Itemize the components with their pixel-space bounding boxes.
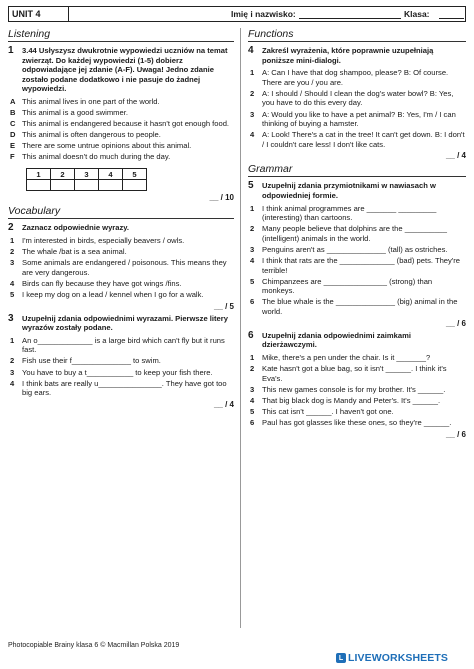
item-text[interactable]: This cat isn't ______. I haven't got one. <box>262 406 394 416</box>
answer-cell[interactable] <box>75 180 99 191</box>
item-key: 5 <box>10 290 15 299</box>
grid-number: 2 <box>51 169 75 180</box>
item-key: 1 <box>250 203 255 213</box>
item-text[interactable]: There are some untrue opinions about this animal. <box>22 141 192 151</box>
vocabulary-title: Vocabulary <box>8 205 234 219</box>
item-key: 4 <box>250 130 255 140</box>
brand-text: LIVEWORKSHEETS <box>348 652 448 664</box>
score-task-2: __ / 5 <box>213 301 234 311</box>
item-key: 1 <box>10 335 15 345</box>
name-field[interactable] <box>299 18 401 19</box>
gap-sentence <box>8 336 234 355</box>
gap-sentence <box>248 224 466 243</box>
item-text[interactable]: That big black dog is Mandy and Peter's. It's ______. <box>262 395 441 405</box>
class-field[interactable] <box>439 18 464 19</box>
item-key: 4 <box>250 256 255 266</box>
instruction-text: Zaznacz odpowiednie wyrazy. <box>22 223 130 233</box>
gap-sentence <box>248 204 466 223</box>
listening-items <box>8 97 234 162</box>
instruction-text: Uzupełnij zdania odpowiednimi wyrazami. Pierwsze litery wyrazów zostały podane. <box>22 313 228 333</box>
task-1-instruction <box>8 46 234 94</box>
item-text[interactable]: This animal is a good swimmer. <box>22 108 128 118</box>
choice-sentence <box>8 258 234 277</box>
liveworksheets-logo-icon: L <box>336 653 346 663</box>
listening-option <box>8 97 234 107</box>
task-number: 5 <box>248 180 254 192</box>
task-number: 6 <box>248 329 254 341</box>
score-task-4: __ / 4 <box>445 151 466 161</box>
footer-copyright: Photocopiable Brainy klasa 6 © Macmillan Polska 2019 <box>8 642 180 649</box>
score-task-6: __ / 6 <box>445 429 466 439</box>
item-key: 2 <box>10 356 15 366</box>
column-divider <box>240 28 241 628</box>
item-text[interactable]: This animal is endangered because it hasn't got enough food. <box>22 119 230 129</box>
item-text[interactable]: Penguins aren't as ______________ (tall) as ostriches. <box>262 245 448 254</box>
item-key: 1 <box>10 236 15 246</box>
item-text[interactable]: I think that rats are the _____________ (bad) pets. They're terrible! <box>262 256 461 275</box>
item-text[interactable]: Kate hasn't got a blue bag, so it isn't ______. I think it's Eva's. <box>262 363 447 383</box>
item-text[interactable]: I think animal programmes are _______ _________ (interesting) than cartoons. <box>262 203 437 223</box>
grid-number: 4 <box>99 169 123 180</box>
item-key: 6 <box>250 297 255 307</box>
dialogue-item <box>248 110 466 129</box>
gap-sentence <box>248 385 466 395</box>
item-text[interactable]: A: Can I have that dog shampoo, please? B: Of course. There are you / you are. <box>262 68 449 87</box>
listening-option <box>8 108 234 118</box>
task-number: 1 <box>8 45 14 56</box>
item-text[interactable]: I keep my dog on a lead / kennel when I go for a walk. <box>22 290 204 299</box>
gap-sentence <box>248 245 466 255</box>
answer-cell[interactable] <box>99 180 123 191</box>
item-text[interactable]: The blue whale is the ______________ (big) animal in the world. <box>262 297 458 317</box>
task-3-items <box>8 336 234 398</box>
task-6-items <box>248 353 466 428</box>
task-number: 3 <box>8 312 14 324</box>
item-key: 5 <box>250 406 255 416</box>
item-text[interactable]: Paul has got glasses like these ones, so they're ______. <box>262 417 452 427</box>
unit-label: UNIT 4 <box>9 7 69 21</box>
item-key: 3 <box>10 258 15 268</box>
task-2-instruction <box>8 223 234 233</box>
score-listening: __ / 10 <box>209 193 234 203</box>
answer-cell[interactable] <box>51 180 75 191</box>
gap-sentence <box>8 379 234 398</box>
item-text[interactable]: Some animals are endangered / poisonous. This means they are very dangerous. <box>22 258 227 277</box>
item-text[interactable]: I think bats are really u_______________. They have got too big ears. <box>22 378 227 398</box>
item-key: 5 <box>250 276 255 286</box>
gap-sentence <box>248 364 466 383</box>
answer-cell[interactable] <box>123 180 147 191</box>
item-key: 2 <box>250 88 255 98</box>
listening-option <box>8 130 234 140</box>
gap-sentence <box>248 297 466 316</box>
item-key: A <box>10 96 16 106</box>
item-text[interactable]: You have to buy a t___________ to keep your fish there. <box>22 367 213 377</box>
listening-option <box>8 141 234 151</box>
task-4-items <box>248 68 466 149</box>
grid-number: 5 <box>123 169 147 180</box>
item-key: 2 <box>250 363 255 373</box>
left-column <box>8 28 234 412</box>
item-key: 3 <box>250 109 255 119</box>
dialogue-item <box>248 68 466 87</box>
item-text[interactable]: A: I should / Should I clean the dog's water bowl? B: Yes, you have to do this every day. <box>262 88 454 108</box>
task-number: 4 <box>248 45 254 56</box>
choice-sentence <box>8 236 234 246</box>
item-text[interactable]: A: Would you like to have a pet animal? B: Yes, I'm / I can thinking of buying a hamster. <box>262 109 456 129</box>
task-number: 2 <box>8 222 14 234</box>
gap-sentence <box>248 256 466 275</box>
item-key: D <box>10 130 16 140</box>
grid-number: 3 <box>75 169 99 180</box>
item-key: 3 <box>250 245 255 254</box>
gap-sentence <box>248 418 466 428</box>
dialogue-item <box>248 130 466 149</box>
gap-sentence <box>248 353 466 363</box>
liveworksheets-brand[interactable] <box>336 652 448 664</box>
item-text[interactable]: Chimpanzees are _______________ (strong) than monkeys. <box>262 276 433 296</box>
right-column <box>248 28 466 442</box>
item-text[interactable]: Birds can fly because they have got wings /fins. <box>22 278 182 288</box>
header-bar <box>8 6 466 22</box>
item-key: 4 <box>250 395 255 405</box>
task-2-items <box>8 236 234 300</box>
task-3-instruction <box>8 314 234 333</box>
choice-sentence <box>8 247 234 257</box>
item-key: 2 <box>10 247 15 257</box>
item-text[interactable]: Fish use their f______________ to swim. <box>22 356 161 366</box>
item-key: 3 <box>250 384 255 394</box>
item-key: 1 <box>250 352 255 362</box>
dialogue-item <box>248 89 466 108</box>
task-5-items <box>248 204 466 317</box>
item-text[interactable]: A: Look! There's a cat in the tree! It can't get down. B: I don't / I couldn't care less! I don't like cats. <box>262 130 465 149</box>
item-text[interactable]: The whale /bat is a sea animal. <box>22 247 127 257</box>
item-text[interactable]: Many people believe that dolphins are the __________ (intelligent) animals in the world. <box>262 224 447 243</box>
name-label: Imię i nazwisko: <box>231 9 296 19</box>
item-key: B <box>10 108 16 118</box>
task-6-instruction <box>248 331 466 350</box>
score-task-3: __ / 4 <box>213 399 234 409</box>
answer-cell[interactable] <box>27 180 51 191</box>
item-text[interactable]: Mike, there's a pen under the chair. Is it _______? <box>262 352 431 362</box>
item-key: 1 <box>250 68 255 78</box>
item-key: 4 <box>10 278 15 288</box>
grid-number: 1 <box>27 169 51 180</box>
gap-sentence <box>248 396 466 406</box>
item-key: 2 <box>250 224 255 234</box>
functions-title: Functions <box>248 28 466 42</box>
gap-sentence <box>248 277 466 296</box>
item-text[interactable]: This animal lives in one part of the world. <box>22 96 160 106</box>
score-task-5: __ / 6 <box>445 318 466 328</box>
item-text[interactable]: This animal is often dangerous to people. <box>22 130 161 140</box>
task-4-instruction <box>248 46 466 65</box>
gap-sentence <box>8 368 234 378</box>
item-key: 4 <box>10 378 15 388</box>
item-text[interactable]: This new games console is for my brother. It's ______. <box>262 384 446 394</box>
item-key: F <box>10 152 15 162</box>
item-key: 6 <box>250 417 255 427</box>
item-text[interactable]: I'm interested in birds, especially beavers / owls. <box>22 236 185 246</box>
instruction-text: Uzupełnij zdania przymiotnikami w nawiasach w odpowiedniej formie. <box>262 181 436 201</box>
answer-grid <box>26 168 147 191</box>
gap-sentence <box>8 356 234 366</box>
gap-sentence <box>248 407 466 417</box>
grammar-title: Grammar <box>248 163 466 177</box>
listening-title: Listening <box>8 28 234 42</box>
class-label: Klasa: <box>404 9 430 19</box>
listening-option <box>8 119 234 129</box>
item-key: E <box>10 141 16 151</box>
task-5-instruction <box>248 181 466 200</box>
item-key: C <box>10 119 16 129</box>
item-key: 3 <box>10 367 15 377</box>
instruction-text: Zakreśl wyrażenia, które poprawnie uzupełniają poniższe mini-dialogi. <box>262 46 434 65</box>
item-text[interactable]: An o_____________ is a large bird which can't fly but it runs fast. <box>22 335 225 355</box>
choice-sentence <box>8 290 234 300</box>
listening-option <box>8 152 234 162</box>
instruction-text: 3.44 Usłyszysz dwukrotnie wypowiedzi uczniów na temat zwierząt. Do każdej wypowiedzi (1-5) dobierz odpowiadające jej zdanie (A-F). Uwaga! Jedno zdanie zostało podane dodatkowo i nie pasuje do żadnej wypowiedzi. <box>22 46 228 94</box>
choice-sentence <box>8 279 234 289</box>
item-text[interactable]: This animal doesn't do much during the day. <box>22 152 171 162</box>
instruction-text: Uzupełnij zdania odpowiednimi zaimkami dzierżawczymi. <box>262 330 411 350</box>
